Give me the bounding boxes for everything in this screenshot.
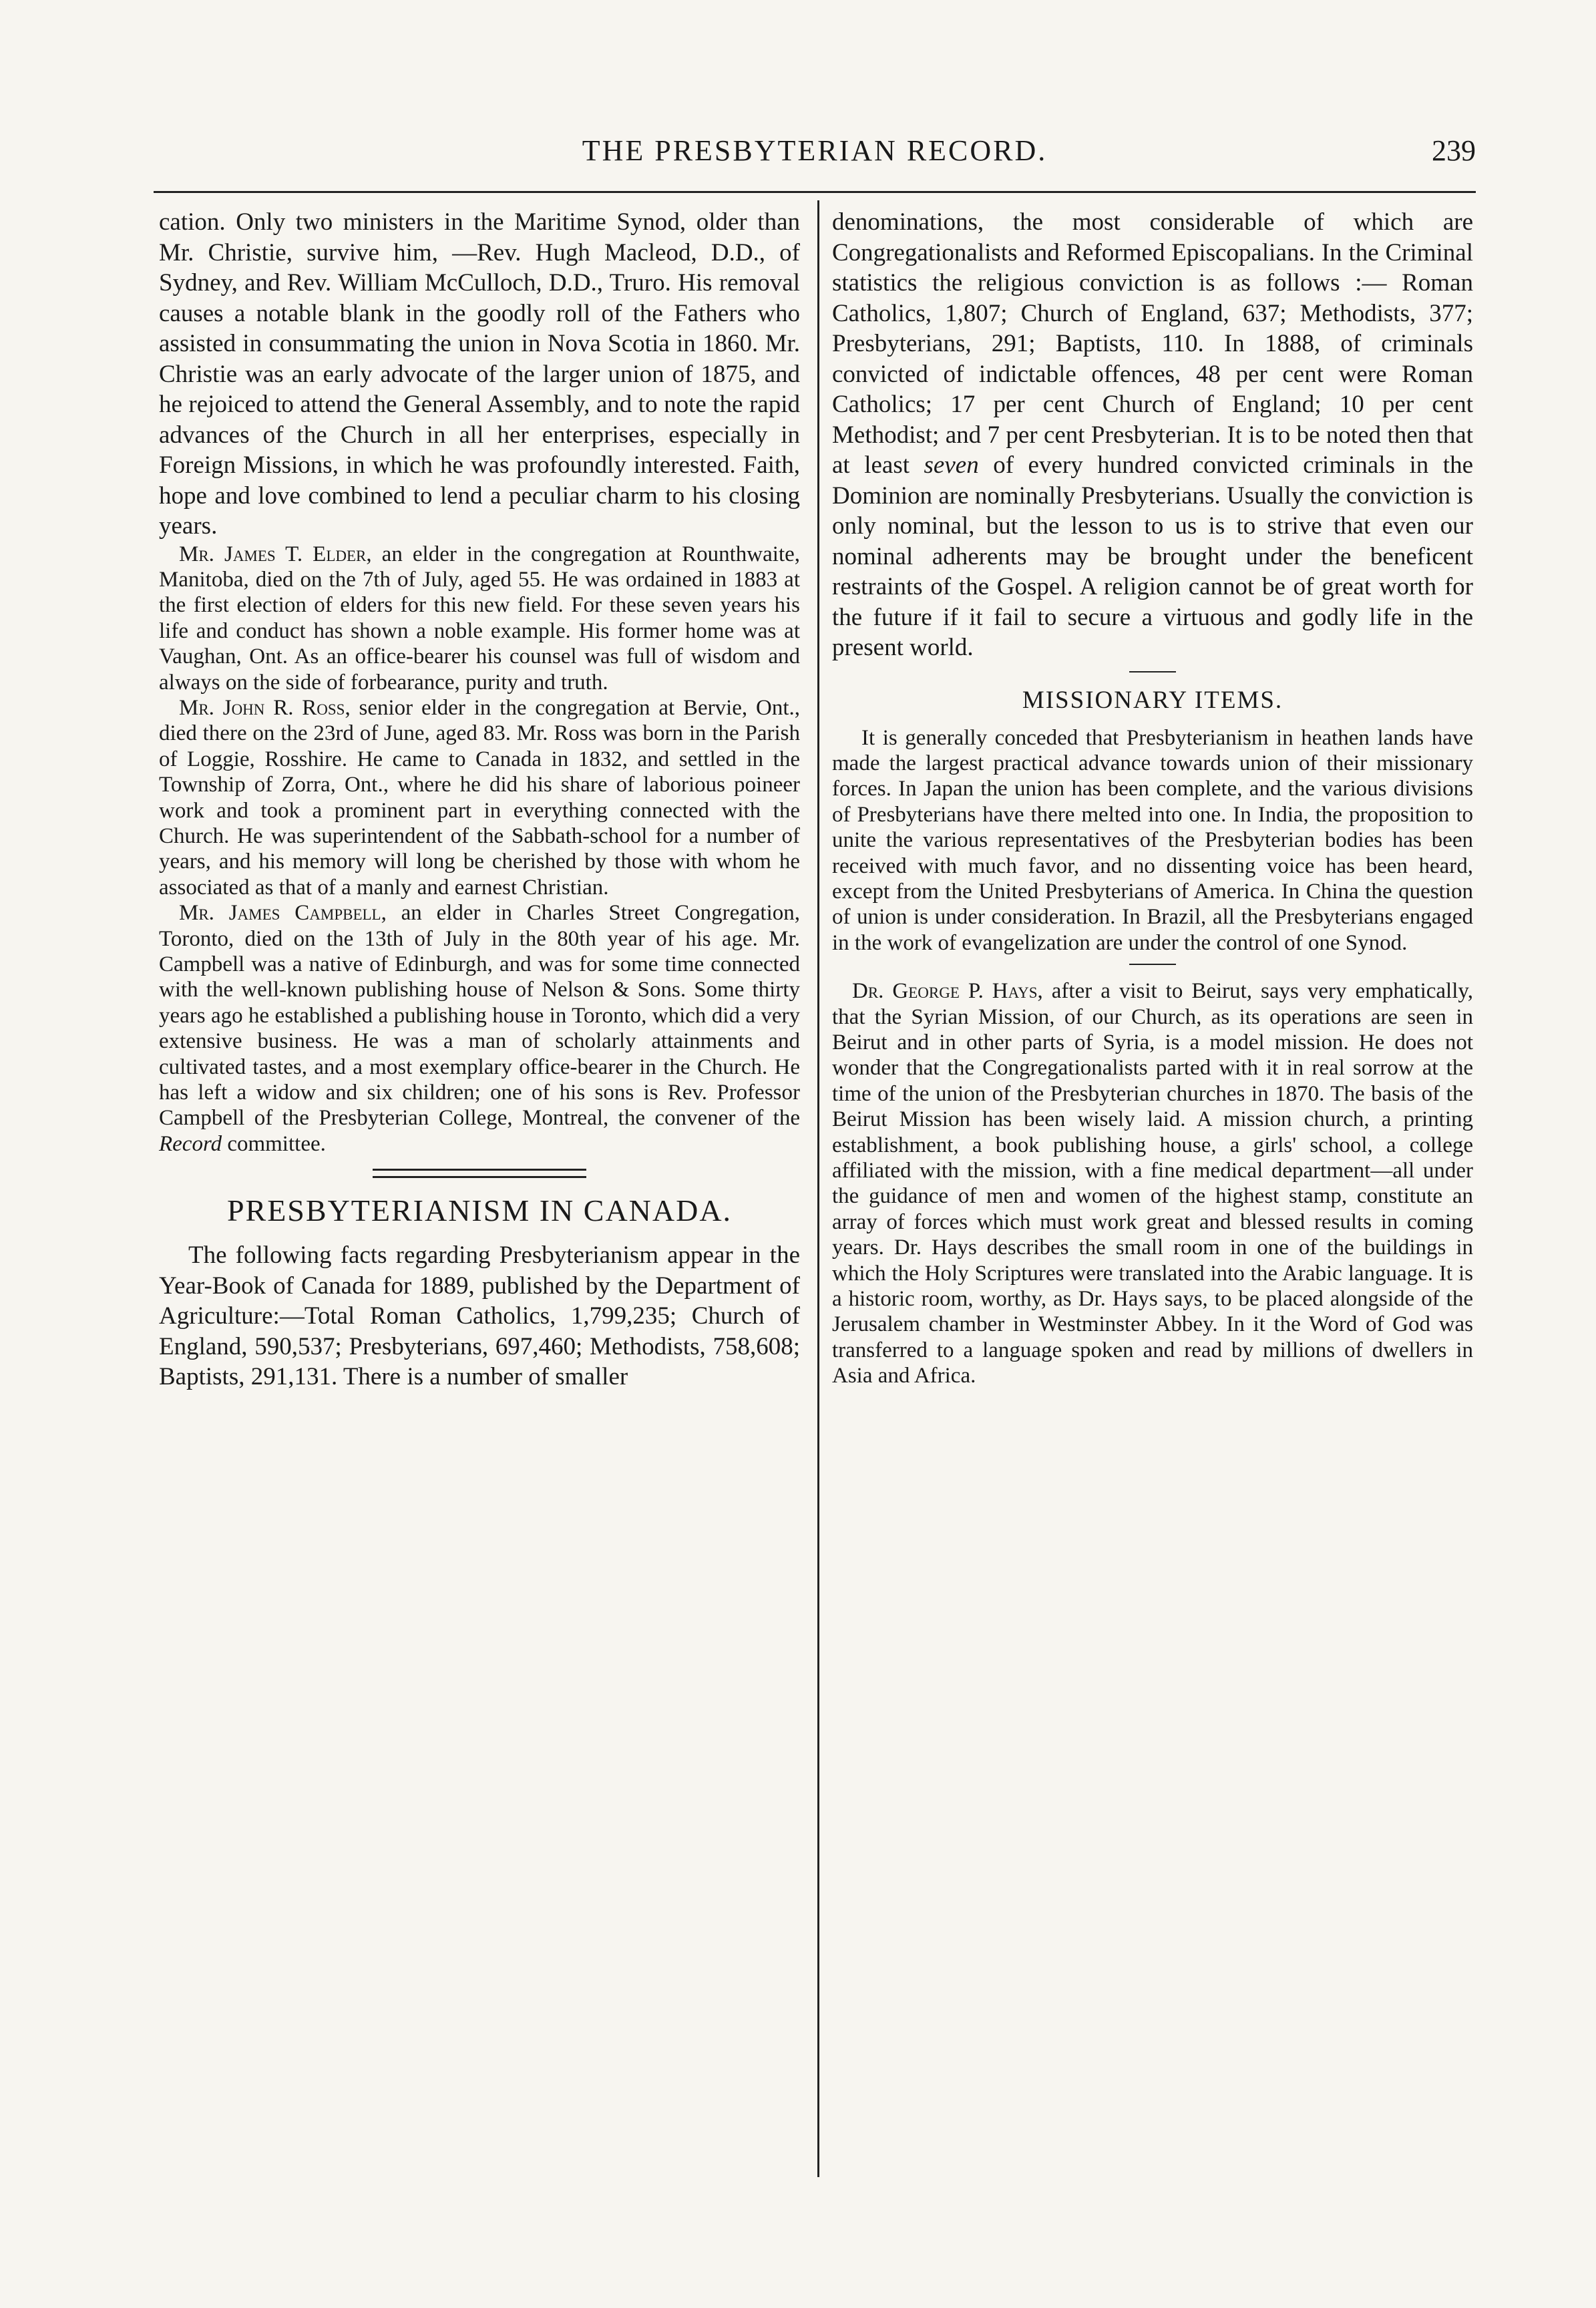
obituary-james-campbell (159, 900, 800, 1157)
hays-name: Dr. George P. Hays, (852, 979, 1043, 1004)
header-rule (154, 191, 1476, 193)
hays-paragraph (832, 978, 1473, 1389)
christie-obituary-continued: cation. Only two ministers in the Maritime Synod, older than Mr. Christie, survive him, —Rev. Hugh Macleod, D.D., of Sydney, and Rev. William McCulloch, D.D., Truro. His removal causes a notable blank in the goodly roll of the Fathers who assisted in consummating the union in Nova Scotia in 1860. Mr. Christie was an early advocate of the larger union of 1875, and he rejoiced to attend the General Assembly, and to note the rapid advances of the Church in all her enterprises, especially in Foreign Missions, in which he was profoundly interested. Faith, hope and love combined to lend a peculiar charm to his closing years. (159, 208, 800, 540)
seven-italic: seven (924, 451, 979, 479)
short-rule (1129, 964, 1176, 965)
missionary-paragraph: It is generally conceded that Presbyterianism in heathen lands have made the largest practical advance towards union of their missionary forces. In Japan the union has been complete, and the various divisions of Presbyterians have there melted into one. In India, the proposition to unite the various representatives of the Presbyterian bodies has been received with much favor, and no dissenting voice has been heard, except from the United Presbyterians of America. In China the question of union is under consideration. In Brazil, all the Presbyterians engaged in the work of evangelization are under the control of one Synod. (832, 725, 1473, 955)
hays-text: after a visit to Beirut, says very emphatically, that the Syrian Mission, of our Church, as its operations are seen in Beirut and in other parts of Syria, is a model mission. He does not wonder that the Congregationalists parted with it in real sorrow at the time of the union of the Presbyterian churches in 1870. The basis of the Beirut Mission has been wisely laid. A mission church, a printing establishment, a book publishing house, a girls' school, a college affiliated with the mission, with a fine medical department—all under the guidance of men and women of the highest stamp, constitute an array of forces which must work great and blessed results in coming years. Dr. Hays describes the small room in one of the buildings in which the Holy Scriptures were translated into the Arabic language. It is a historic room, worthy, as Dr. Hays says, to be placed alongside of the Jerusalem chamber in Westminster Abbey. In it the Word of God was transferred to a language spoken and read by millions of dwellers in Asia and Africa. (832, 979, 1474, 1388)
page-number: 239 (1432, 134, 1476, 167)
obituary-text-end: committee. (222, 1131, 326, 1156)
section-separator (373, 1169, 586, 1178)
page-header (154, 127, 1476, 174)
obituary-name: Mr. James T. Elder, (179, 542, 372, 566)
column-divider (817, 200, 819, 2177)
section-heading-missionary: MISSIONARY ITEMS. (1022, 686, 1283, 714)
obituary-name: Mr. John R. Ross, (179, 695, 351, 720)
section-heading-presbyterianism: PRESBYTERIANISM IN CANADA. (226, 1193, 733, 1228)
short-rule (1129, 671, 1176, 672)
statistics-text: denominations, the most considerable of which are Congregationalists and Reformed Episcopalians. In the Criminal statistics the religious conviction is as follows :— Roman Catholics, 1,807; Church of England, 637; Methodists, 377; Presbyterians, 291; Baptists, 110. In 1888, of criminals convicted of indictable offences, 48 per cent were Roman Catholics; 17 per cent Church of England; 10 per cent Methodist; and 7 per cent Presbyterian. It is to be noted then that at least (832, 208, 1473, 479)
right-column (832, 207, 1473, 1389)
obituary-james-elder (159, 542, 800, 695)
obituary-text: an elder in Charles Street Congregation, Toronto, died on the 13th of July in the 80th year of his age. Mr. Campbell was a native of Edinburgh, and was for some time connected with the well-known publishing house of Nelson & Sons. Some thirty years ago he established a publishing house in Toronto, which did a very extensive business. He was a man of scholarly attainments and cultivated tastes, and a most exemplary office-bearer in the Church. He has left a widow and six children; one of his sons is Rev. Professor Campbell of the Presbyterian College, Montreal, the convener of the (159, 901, 800, 1131)
running-title: THE PRESBYTERIAN RECORD. (582, 134, 1048, 167)
left-column (159, 207, 800, 1392)
statistics-text-end: of every hundred convicted criminals in the Dominion are nominally Presbyterians. Usually the conviction is only nominal, but the lesson to us is to strive that even our nominal adherents may be brought under the beneficent restraints of the Gospel. A religion cannot be of great worth for the future if it fail to secure a virtuous and godly life in the present world. (832, 451, 1473, 661)
obituary-text: senior elder in the congregation at Bervie, Ont., died there on the 23rd of June, aged 83. Mr. Ross was born in the Parish of Loggie, Rosshire. He came to Canada in 1832, and settled in the Township of Zorra, Ont., where he did his share of laborious poineer work and took a prominent part in everything connected with the Church. He was superintendent of the Sabbath-school for a number of years, and his memory will long be cherished by those with whom he associated as that of a manly and earnest Christian. (159, 695, 800, 900)
record-italic: Record (159, 1131, 222, 1156)
obituary-john-ross (159, 695, 800, 900)
obituary-text: an elder in the congregation at Rounthwaite, Manitoba, died on the 7th of July, aged 55. He was ordained in 1883 at the first election of elders for this new field. For these seven years his life and conduct has shown a noble example. His former home was at Vaughan, Ont. As an office-bearer his counsel was full of wisdom and always on the side of forbearance, purity and truth. (159, 542, 801, 695)
obituary-name: Mr. James Campbell, (179, 901, 387, 926)
presbyterianism-paragraph: The following facts regarding Presbyterianism appear in the Year-Book of Canada for 1889, published by the Department of Agriculture:—Total Roman Catholics, 1,799,235; Church of England, 590,537; Presbyterians, 697,460; Methodists, 758,608; Baptists, 291,131. There is a number of smaller (159, 1241, 800, 1391)
statistics-paragraph (832, 207, 1473, 663)
